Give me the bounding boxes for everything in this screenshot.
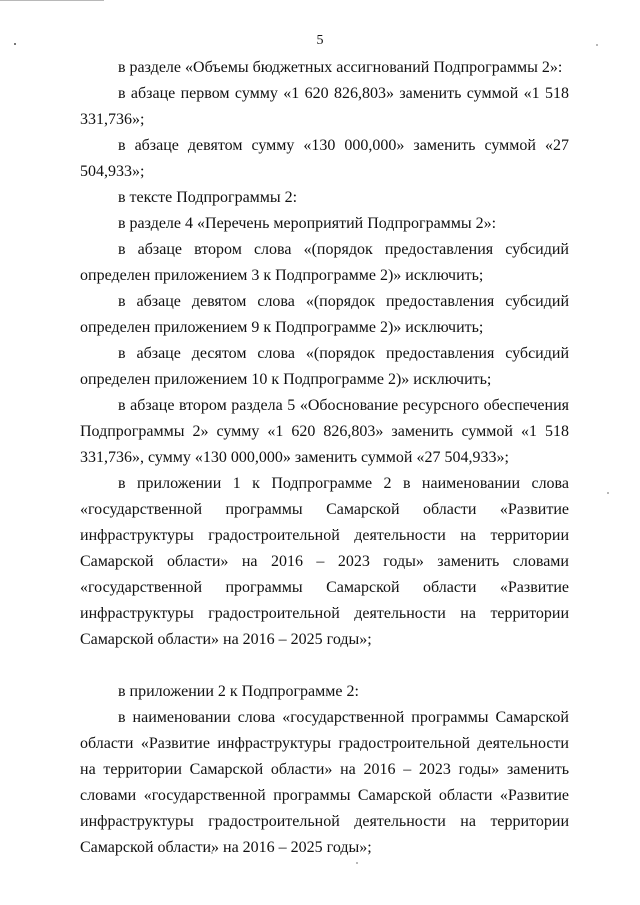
paragraph-section-4: в разделе 4 «Перечень мероприятий Подпрограммы 2»: — [118, 215, 497, 232]
paragraph-subprogram-text: в тексте Подпрограммы 2: — [118, 189, 298, 206]
scan-artifact-top-line — [0, 0, 104, 1]
document-body — [80, 55, 569, 861]
paragraph-section-5: в абзаце втором раздела 5 «Обоснование ресурсного обеспечения Подпрограммы 2» сумму «1 620 826,803» заменить суммой «1 518 331,736», сумму «130 000,000» заменить суммой «27 504,933»; — [80, 397, 569, 466]
paragraph-ninth-abzac-words: в абзаце девятом слова «(порядок предоставления субсидий определен приложением 9 к Подпрограмме 2)» исключить; — [80, 293, 569, 336]
paragraph-tenth-abzac-words: в абзаце десятом слова «(порядок предоставления субсидий определен приложением 10 к Подпрограмме 2)» исключить; — [80, 345, 569, 388]
paragraph-appendix-1: в приложении 1 к Подпрограмме 2 в наименовании слова «государственной программы Самарской области «Развитие инфраструктуры градостроительной деятельности на территории Самарской области» на 2016 – 2023 годы» заменить словами «государственной программы Самарской области «Развитие инфраструктуры градостроительной деятельности на территории Самарской области» на 2016 – 2025 годы»; — [80, 475, 569, 648]
paragraph-second-abzac-words: в абзаце втором слова «(порядок предоставления субсидий определен приложением 3 к Подпрограмме 2)» исключить; — [80, 241, 569, 284]
paragraph-ninth-abzac: в абзаце девятом сумму «130 000,000» заменить суммой «27 504,933»; — [80, 137, 569, 180]
paragraph-appendix-2: в приложении 2 к Подпрограмме 2: — [118, 683, 359, 700]
paragraph-first-abzac: в абзаце первом сумму «1 620 826,803» заменить суммой «1 518 331,736»; — [80, 85, 569, 128]
paragraph-appendix-2-title: в наименовании слова «государственной программы Самарской области «Развитие инфраструктуры градостроительной деятельности на территории Самарской области» на 2016 – 2023 годы» заменить словами «государственной программы Самарской области «Развитие инфраструктуры градостроительной деятельности на территории Самарской области» на 2016 – 2025 годы»; — [80, 709, 569, 856]
page-number: 5 — [316, 33, 324, 48]
paragraph-section-budget: в разделе «Объемы бюджетных ассигнований Подпрограммы 2»: — [118, 59, 563, 76]
scan-artifact-dot — [607, 492, 609, 494]
scan-artifact-dot — [356, 862, 358, 864]
